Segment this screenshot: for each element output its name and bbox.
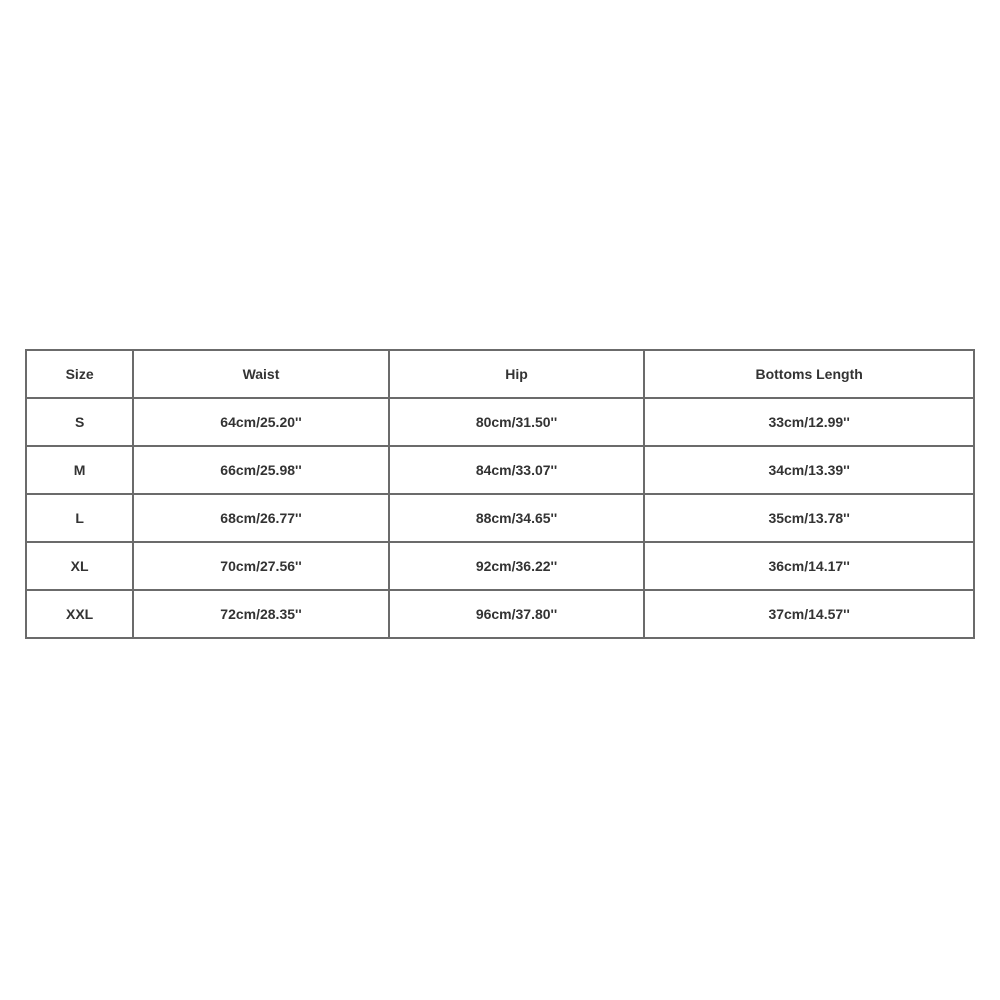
size-chart-table (25, 349, 975, 639)
header-row (26, 350, 974, 398)
header-size: Size (26, 350, 133, 398)
cell-hip: 88cm/34.65'' (389, 494, 645, 542)
table-row (26, 446, 974, 494)
cell-hip: 80cm/31.50'' (389, 398, 645, 446)
cell-size: XXL (26, 590, 133, 638)
cell-bottoms-length: 36cm/14.17'' (644, 542, 974, 590)
cell-bottoms-length: 35cm/13.78'' (644, 494, 974, 542)
cell-waist: 70cm/27.56'' (133, 542, 389, 590)
cell-hip: 92cm/36.22'' (389, 542, 645, 590)
cell-bottoms-length: 37cm/14.57'' (644, 590, 974, 638)
table-body (26, 398, 974, 638)
cell-waist: 66cm/25.98'' (133, 446, 389, 494)
cell-size: L (26, 494, 133, 542)
table-row (26, 590, 974, 638)
header-bottoms-length: Bottoms Length (644, 350, 974, 398)
cell-size: S (26, 398, 133, 446)
table-row (26, 398, 974, 446)
cell-waist: 64cm/25.20'' (133, 398, 389, 446)
cell-bottoms-length: 33cm/12.99'' (644, 398, 974, 446)
cell-size: XL (26, 542, 133, 590)
cell-waist: 72cm/28.35'' (133, 590, 389, 638)
header-waist: Waist (133, 350, 389, 398)
cell-bottoms-length: 34cm/13.39'' (644, 446, 974, 494)
cell-hip: 96cm/37.80'' (389, 590, 645, 638)
cell-waist: 68cm/26.77'' (133, 494, 389, 542)
table-row (26, 494, 974, 542)
cell-size: M (26, 446, 133, 494)
table-row (26, 542, 974, 590)
table-header (26, 350, 974, 398)
cell-hip: 84cm/33.07'' (389, 446, 645, 494)
header-hip: Hip (389, 350, 645, 398)
